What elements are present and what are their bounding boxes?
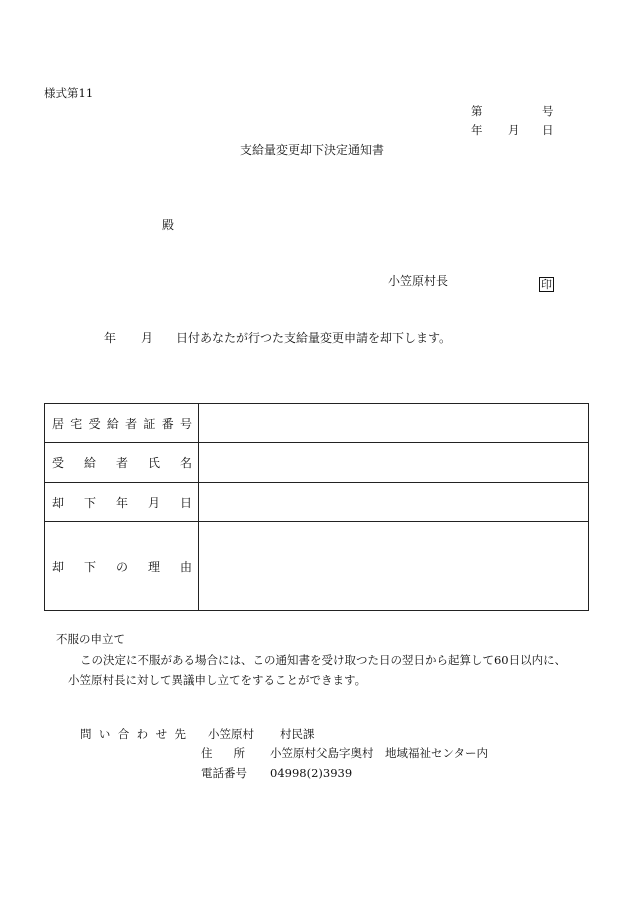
label-rejection-date: 却 下 年 月 日 <box>45 483 199 522</box>
number-dai: 第 <box>471 104 483 118</box>
contact-dept: 村民課 <box>280 727 315 741</box>
body-month: 月 <box>141 331 154 345</box>
table-row <box>45 443 589 483</box>
value-recipient-cert-number[interactable] <box>199 404 589 443</box>
contact-org: 小笠原村 <box>208 727 254 741</box>
value-recipient-name[interactable] <box>199 443 589 483</box>
objection-line-2: 小笠原村長に対して異議申し立てをすることができます。 <box>68 673 367 687</box>
label-recipient-cert-number: 居 宅 受 給 者 証 番 号 <box>45 404 199 443</box>
address-label: 住 所 <box>201 746 245 760</box>
body-sentence: 日付あなたが行つた支給量変更申請を却下します。 <box>176 331 452 345</box>
issuer-name: 小笠原村長 <box>388 274 449 288</box>
label-recipient-name: 受 給 者 氏 名 <box>45 443 199 483</box>
objection-heading: 不服の申立て <box>56 632 125 646</box>
label-rejection-reason: 却 下 の 理 由 <box>45 522 199 611</box>
form-number: 様式第11 <box>44 86 94 100</box>
contact-address: 小笠原村父島字奥村 地域福祉センター内 <box>270 746 489 760</box>
table-row <box>45 522 589 611</box>
seal-mark: 印 <box>541 278 552 291</box>
number-go: 号 <box>542 104 554 118</box>
phone-label: 電話番号 <box>201 766 247 780</box>
addressee-suffix: 殿 <box>162 218 175 232</box>
date-month: 月 <box>508 123 520 137</box>
document-title: 支給量変更却下決定通知書 <box>240 143 385 157</box>
body-year: 年 <box>104 331 117 345</box>
date-year: 年 <box>471 123 483 137</box>
table-row <box>45 483 589 522</box>
objection-line-1: この決定に不服がある場合には、この通知書を受け取つた日の翌日から起算して60日以内に、 <box>80 653 567 667</box>
seal-stamp <box>539 273 554 292</box>
contact-phone: 04998(2)3939 <box>270 766 353 780</box>
contact-label: 問 い 合 わ せ 先 <box>80 727 186 741</box>
table-row <box>45 404 589 443</box>
value-rejection-date[interactable] <box>199 483 589 522</box>
decision-table <box>44 403 589 611</box>
value-rejection-reason[interactable] <box>199 522 589 611</box>
date-day: 日 <box>542 123 554 137</box>
